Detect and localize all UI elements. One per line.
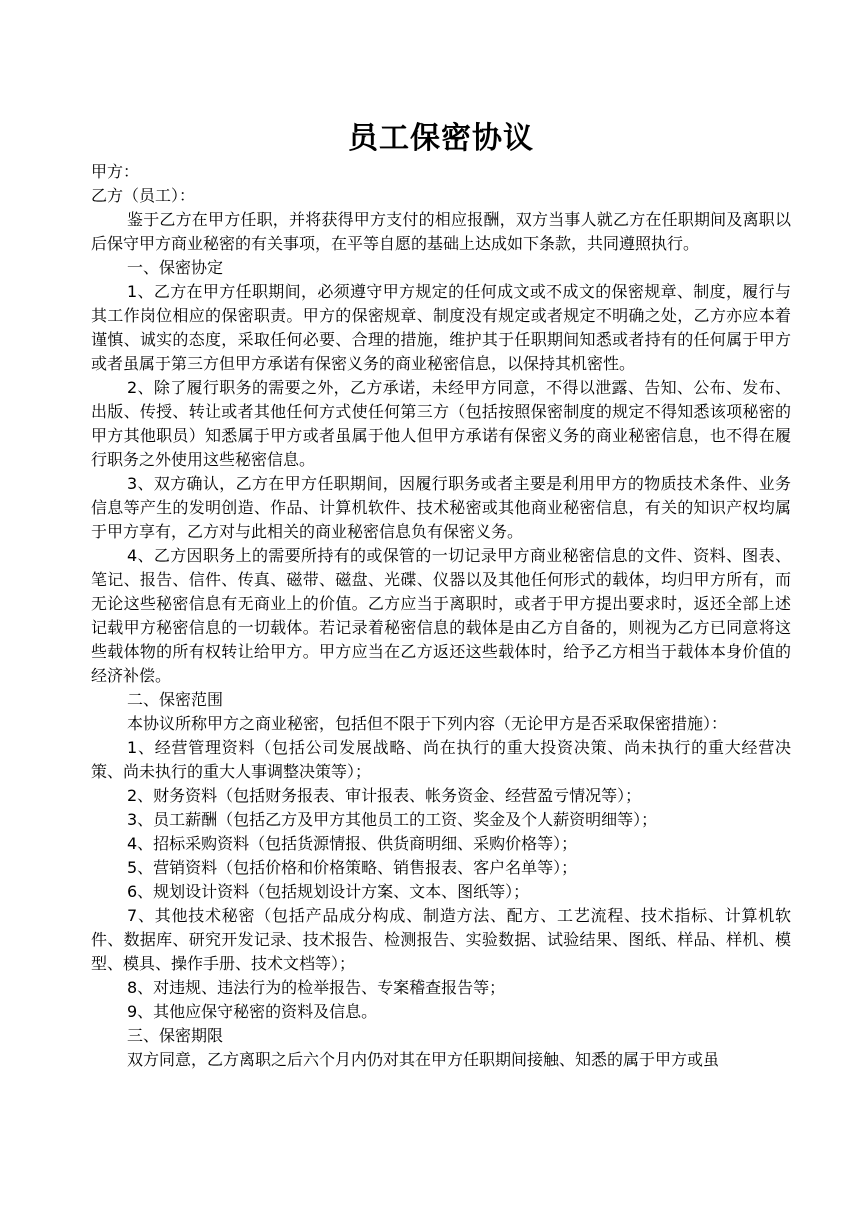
party-a-line: 甲方： [91, 162, 140, 181]
section-heading-confidentiality-period: 三、保密期限 [127, 1026, 224, 1045]
scope-item: 1、经营管理资料（包括公司发展战略、尚在执行的重大投资决策、尚未执行的重大经营决策、尚未执行的重大人事调整决策等）； [91, 738, 791, 781]
period-paragraph: 双方同意，乙方离职之后六个月内仍对其在甲方任职期间接触、知悉的属于甲方或虽 [127, 1050, 720, 1069]
scope-item: 4、招标采购资料（包括货源情报、供货商明细、采购价格等）； [127, 834, 578, 853]
scope-item: 7、其他技术秘密（包括产品成分构成、制造方法、配方、工艺流程、技术指标、计算机软件、数据库、研究开发记录、技术报告、检测报告、实验数据、试验结果、图纸、样品、样机、模型、模具、操作手册、技术文档等）； [91, 906, 791, 973]
section-heading-confidentiality-scope: 二、保密范围 [127, 690, 224, 709]
scope-item: 8、对违规、违法行为的检举报告、专案稽查报告等； [127, 978, 506, 997]
scope-item: 6、规划设计资料（包括规划设计方案、文本、图纸等）； [127, 882, 530, 901]
clause-paragraph: 3、双方确认，乙方在甲方任职期间，因履行职务或者主要是利用甲方的物质技术条件、业务信息等产生的发明创造、作品、计算机软件、技术秘密或其他商业秘密信息，有关的知识产权均属于甲方享有，乙方对与此相关的商业秘密信息负有保密义务。 [91, 474, 791, 541]
intro-paragraph: 鉴于乙方在甲方任职，并将获得甲方支付的相应报酬，双方当事人就乙方在任职期间及离职以后保守甲方商业秘密的有关事项，在平等自愿的基础上达成如下条款，共同遵照执行。 [91, 210, 791, 253]
scope-item: 3、员工薪酬（包括乙方及甲方其他员工的工资、奖金及个人薪资明细等）； [127, 810, 658, 829]
clause-paragraph: 1、乙方在甲方任职期间，必须遵守甲方规定的任何成文或不成文的保密规章、制度，履行与其工作岗位相应的保密职责。甲方的保密规章、制度没有规定或者规定不明确之处，乙方亦应本着谨慎、诚实的态度，采取任何必要、合理的措施，维护其于任职期间知悉或者持有的任何属于甲方或者虽属于第三方但甲方承诺有保密义务的商业秘密信息，以保持其机密性。 [91, 282, 791, 373]
document-page [91, 118, 791, 1072]
scope-item: 5、营销资料（包括价格和价格策略、销售报表、客户名单等）； [127, 858, 578, 877]
document-title: 员工保密协议 [348, 121, 534, 156]
section-heading-confidentiality-agreement: 一、保密协定 [127, 258, 224, 277]
scope-item: 2、财务资料（包括财务报表、审计报表、帐务资金、经营盈亏情况等）； [127, 786, 642, 805]
scope-intro-paragraph: 本协议所称甲方之商业秘密，包括但不限于下列内容（无论甲方是否采取保密措施）： [127, 714, 728, 733]
clause-paragraph: 4、乙方因职务上的需要所持有的或保管的一切记录甲方商业秘密信息的文件、资料、图表、笔记、报告、信件、传真、磁带、磁盘、光碟、仪器以及其他任何形式的载体，均归甲方所有，而无论这些秘密信息有无商业上的价值。乙方应当于离职时，或者于甲方提出要求时，返还全部上述记载甲方秘密信息的一切载体。若记录着秘密信息的载体是由乙方自备的，则视为乙方已同意将这些载体物的所有权转让给甲方。甲方应当在乙方返还这些载体时，给予乙方相当于载体本身价值的经济补偿。 [91, 546, 791, 685]
party-b-line: 乙方（员工）： [91, 186, 196, 205]
clause-paragraph: 2、除了履行职务的需要之外，乙方承诺，未经甲方同意，不得以泄露、告知、公布、发布、出版、传授、转让或者其他任何方式使任何第三方（包括按照保密制度的规定不得知悉该项秘密的甲方其他职员）知悉属于甲方或者虽属于他人但甲方承诺有保密义务的商业秘密信息，也不得在履行职务之外使用这些秘密信息。 [91, 378, 791, 469]
scope-item: 9、其他应保守秘密的资料及信息。 [127, 1002, 378, 1021]
